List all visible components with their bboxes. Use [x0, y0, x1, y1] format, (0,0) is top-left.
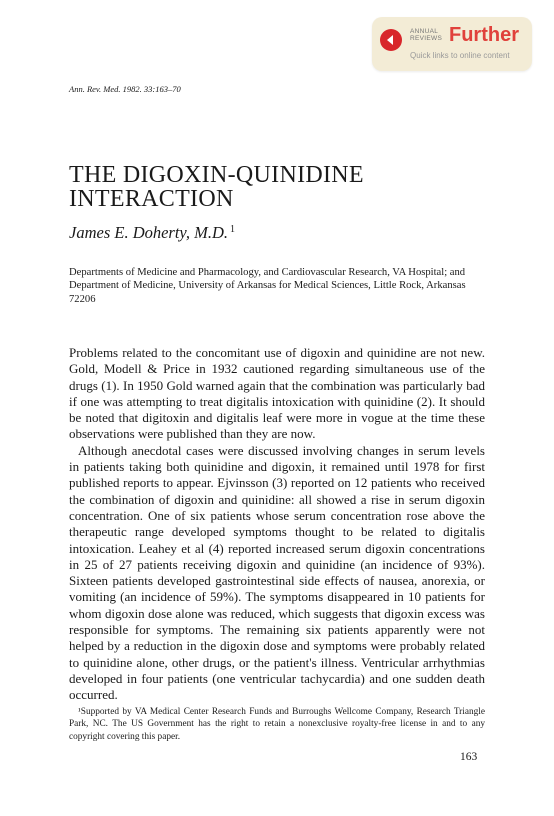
further-label[interactable]: Further: [449, 24, 519, 46]
body-paragraph-1: Problems related to the concomitant use of digoxin and quinidine are not new. Gold, Modell & Price in 1932 cautioned regarding simultaneous use of the drugs (1). In 1950 Gold warned again that the combination was particularly bad if one was attempting to treat digitalis intoxication with quinidine (2). It should be noted that digitoxin and digitalis leaf were more in vogue at the time these observations were published than they are now.: [69, 345, 485, 442]
author-affiliation: Departments of Medicine and Pharmacology, and Cardiovascular Research, VA Hospital; and Department of Medicine, University of Arkansas for Medical Sciences, Little Rock, Arkansas 72206: [69, 267, 466, 305]
annual-reviews-logo: [410, 28, 442, 42]
chevron-left-icon[interactable]: [380, 29, 402, 51]
author-line: [69, 223, 235, 243]
banner-tagline[interactable]: Quick links to online content: [410, 51, 510, 60]
article-body: [69, 345, 485, 704]
body-paragraph-2: Although anecdotal cases were discussed involving changes in serum levels in patients taking both quinidine and digoxin, it remained until 1978 for first published reports to appear. Ejvinsson (3) reported on 12 patients who received the combination of digoxin and quinidine: all showed a rise in serum digoxin concentration. One of six patients whose serum concentration rose above the therapeutic range developed symptoms thought to be related to digitalis intoxication. Leahey et al (4) reported increased serum digoxin concentrations in 25 of 27 patients receiving digoxin and quinidine (an incidence of 93%). Sixteen patients developed gastrointestinal side effects of nausea, anorexia, or vomiting (an incidence of 59%). The symptoms disappeared in 10 patients for whom digoxin dose alone was reduced, which suggests that digoxin excess was responsible for symptoms. The remaining six patients apparently were not helped by a reduction in the digoxin dose and symptoms were probably related to quinidine alone, other drugs, or the patient's illness. Ventricular arrhythmias developed in four patients (one ventricular tachycardia) and one sudden death occurred.: [69, 442, 485, 703]
author-name: James E. Doherty, M.D.: [69, 223, 229, 242]
annual-reviews-further-banner[interactable]: [372, 17, 532, 71]
page-number: 163: [460, 751, 478, 763]
author-footnote-mark: 1: [230, 223, 236, 235]
journal-citation: Ann. Rev. Med. 1982. 33:163–70: [69, 84, 181, 94]
brand-line-reviews: REVIEWS: [410, 35, 443, 42]
brand-line-annual: ANNUAL: [410, 28, 439, 35]
article-title: THE DIGOXIN-QUINIDINE INTERACTION: [69, 162, 364, 212]
funding-footnote: ¹Supported by VA Medical Center Research Funds and Burroughs Wellcome Company, Research Triangle Park, NC. The US Government has the right to retain a nonexclusive royalty-free license in and to any copyright covering this paper.: [69, 707, 485, 742]
